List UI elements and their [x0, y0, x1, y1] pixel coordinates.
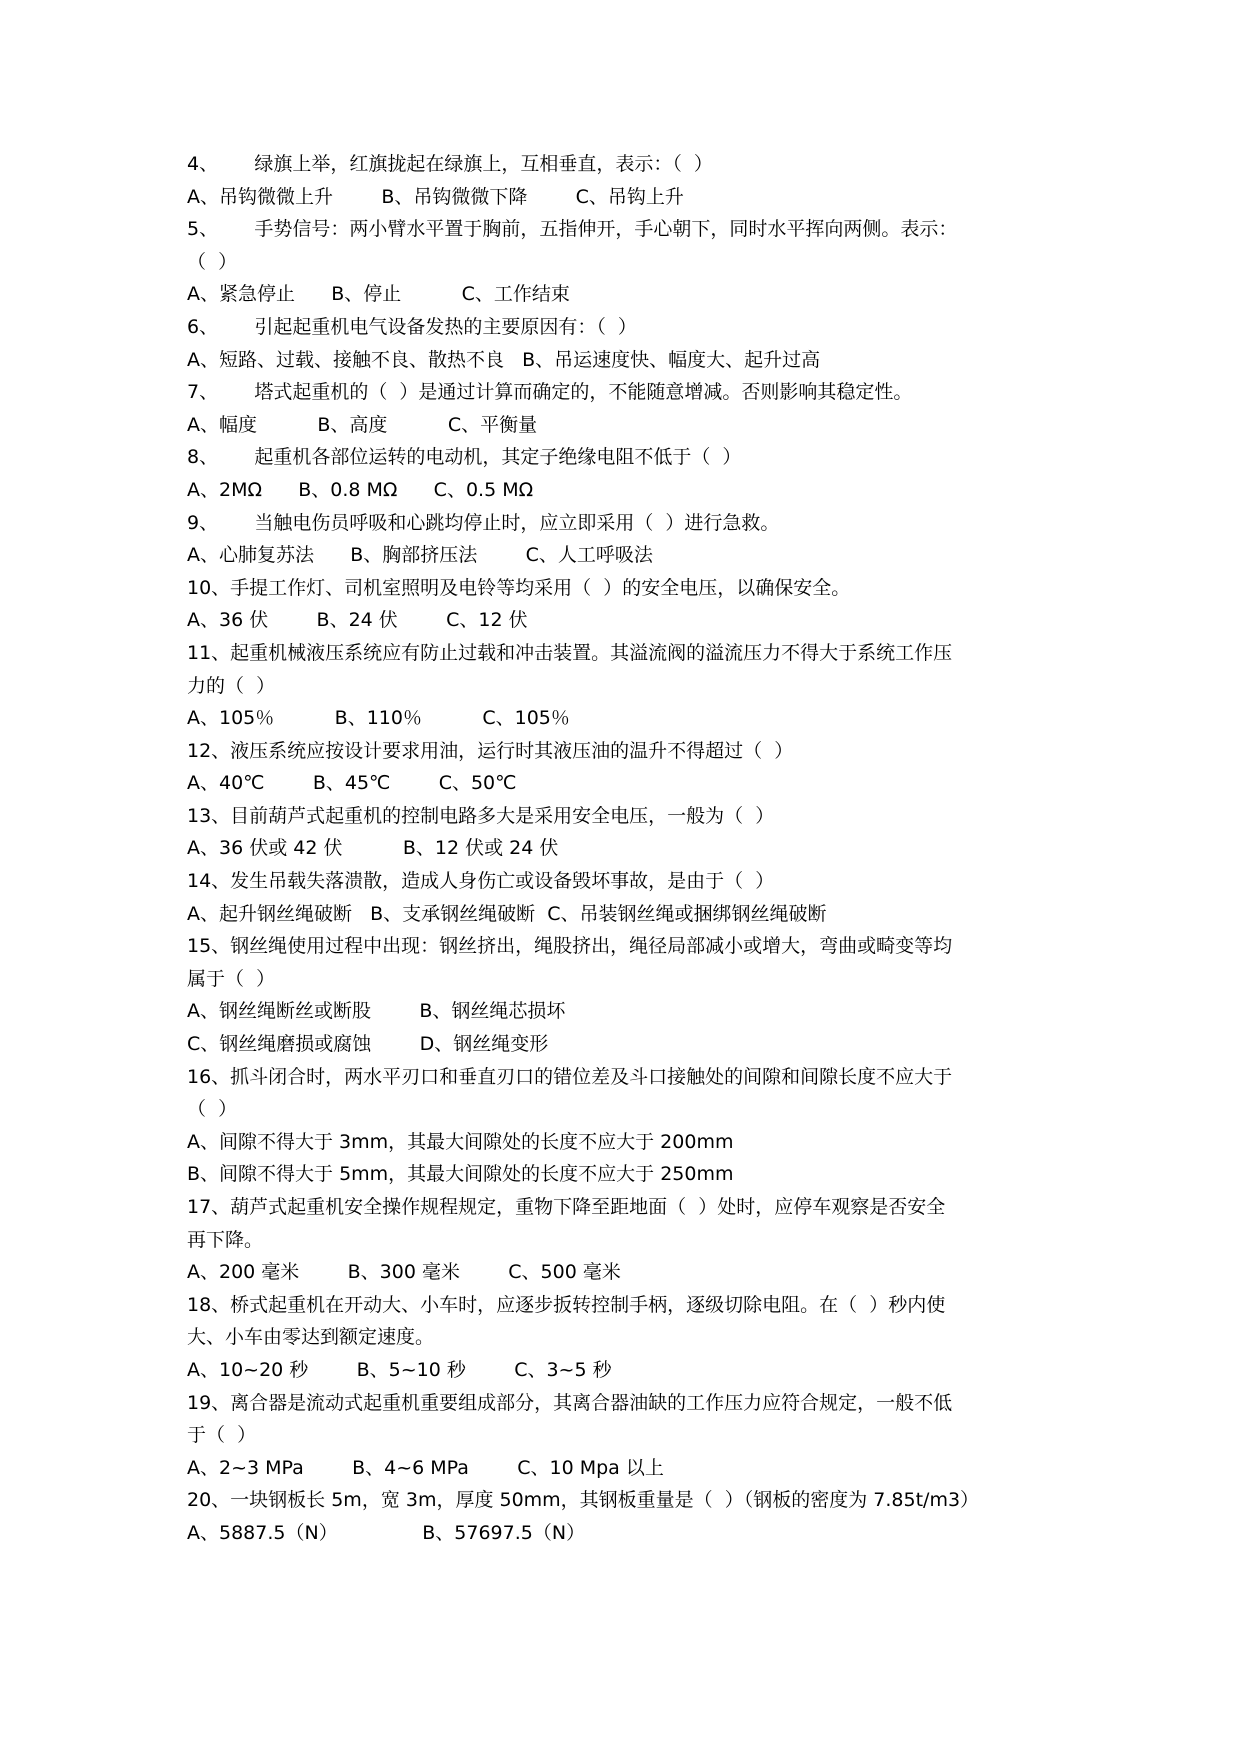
text-line: A、短路、过载、接触不良、散热不良 B、吊运速度快、幅度大、起升过高 — [187, 348, 821, 371]
text-line: 10、手提工作灯、司机室照明及电铃等均采用（ ）的安全电压，以确保安全。 — [187, 576, 851, 599]
text-line: B、间隙不得大于 5mm，其最大间隙处的长度不应大于 250mm — [187, 1163, 734, 1186]
text-line: 6、 引起起重机电气设备发热的主要原因有：（ ） — [187, 315, 637, 338]
text-line: 4、 绿旗上举，红旗拢起在绿旗上，互相垂直，表示：（ ） — [187, 153, 713, 175]
text-line: 7、 塔式起重机的（ ）是通过计算而确定的，不能随意增减。否则影响其稳定性。 — [187, 381, 913, 404]
text-line: 大、小车由零达到额定速度。 — [187, 1326, 435, 1349]
text-line: 力的（ ） — [187, 674, 276, 697]
text-line: 19、离合器是流动式起重机重要组成部分，其离合器油缺的工作压力应符合规定，一般不低 — [187, 1391, 953, 1414]
text-line: （ ） — [187, 250, 238, 273]
text-line: 8、 起重机各部位运转的电动机，其定子绝缘电阻不低于（ ） — [187, 446, 742, 469]
text-line: 14、发生吊载失落溃散，造成人身伤亡或设备毁坏事故，是由于（ ） — [187, 870, 775, 893]
text-line: A、40℃ B、45℃ C、50℃ — [187, 772, 517, 795]
text-line: 再下降。 — [187, 1228, 264, 1251]
text-line: A、200 毫米 B、300 毫米 C、500 毫米 — [187, 1261, 621, 1284]
text-line: A、10~20 秒 B、5~10 秒 C、3~5 秒 — [187, 1358, 612, 1381]
text-line: A、幅度 B、高度 C、平衡量 — [187, 413, 538, 436]
text-line: 13、目前葫芦式起重机的控制电路多大是采用安全电压，一般为（ ） — [187, 804, 775, 827]
text-line: 15、钢丝绳使用过程中出现：钢丝挤出，绳股挤出，绳径局部减小或增大，弯曲或畸变等均 — [187, 935, 953, 958]
text-line: A、心肺复苏法 B、胸部挤压法 C、人工呼吸法 — [187, 544, 653, 567]
text-line: A、紧急停止 B、停止 C、工作结束 — [187, 283, 570, 306]
text-line: A、2~3 MPa B、4~6 MPa C、10 Mpa 以上 — [187, 1456, 664, 1479]
text-line: 12、液压系统应按设计要求用油，运行时其液压油的温升不得超过（ ） — [187, 739, 794, 762]
text-line: 16、抓斗闭合时，两水平刃口和垂直刃口的错位差及斗口接触处的间隙和间隙长度不应大于 — [187, 1065, 953, 1088]
text-line: A、36 伏或 42 伏 B、12 伏或 24 伏 — [187, 837, 559, 860]
text-line: A、钢丝绳断丝或断股 B、钢丝绳芯损坏 — [187, 1000, 566, 1023]
text-line: A、5887.5（N） B、57697.5（N） — [187, 1521, 586, 1544]
text-line: 9、 当触电伤员呼吸和心跳均停止时，应立即采用（ ）进行急救。 — [187, 511, 780, 534]
text-line: （ ） — [187, 1098, 238, 1121]
text-line: A、起升钢丝绳破断 B、支承钢丝绳破断 C、吊装钢丝绳或捆绑钢丝绳破断 — [187, 902, 827, 925]
text-line: C、钢丝绳磨损或腐蚀 D、钢丝绳变形 — [187, 1033, 549, 1056]
text-line: A、105％ B、110％ C、105％ — [187, 707, 570, 730]
text-line: 18、桥式起重机在开动大、小车时，应逐步扳转控制手柄，逐级切除电阻。在（ ）秒内使 — [187, 1293, 946, 1316]
text-line: A、吊钩微微上升 B、吊钩微微下降 C、吊钩上升 — [187, 185, 684, 208]
text-line: 20、一块钢板长 5m，宽 3m，厚度 50mm，其钢板重量是（ ）（钢板的密度为 7.85t/m3） — [187, 1489, 980, 1512]
text-line: 属于（ ） — [187, 967, 276, 990]
text-line: A、2MΩ B、0.8 MΩ C、0.5 MΩ — [187, 478, 534, 501]
text-line: A、36 伏 B、24 伏 C、12 伏 — [187, 609, 528, 632]
text-line: 17、葫芦式起重机安全操作规程规定，重物下降至距地面（ ）处时，应停车观察是否安全 — [187, 1196, 946, 1218]
document-page — [187, 148, 1067, 1550]
text-line: 于（ ） — [187, 1424, 257, 1447]
text-line: A、间隙不得大于 3mm，其最大间隙处的长度不应大于 200mm — [187, 1130, 734, 1153]
text-line: 11、起重机械液压系统应有防止过载和冲击装置。其溢流阀的溢流压力不得大于系统工作压 — [187, 641, 953, 664]
text-line: 5、 手势信号：两小臂水平置于胸前，五指伸开，手心朝下，同时水平挥向两侧。表示： — [187, 218, 958, 241]
